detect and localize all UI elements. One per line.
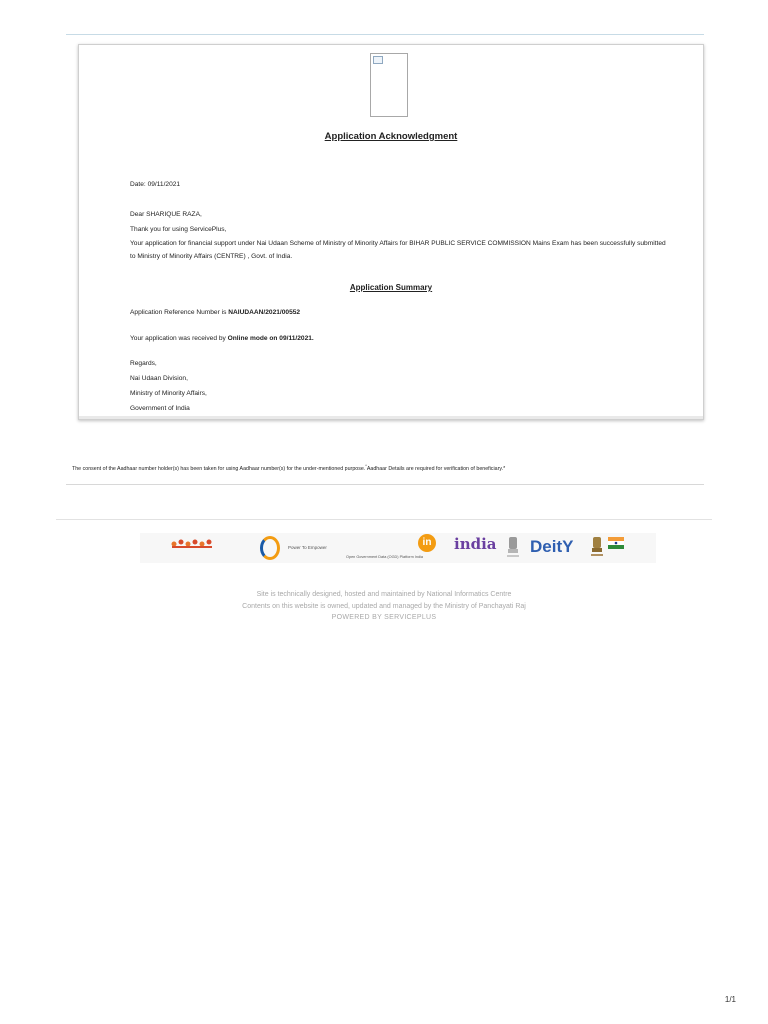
consent-details: Aadhaar Details are required for verification of beneficiary.* [366, 465, 506, 472]
consent-marker: * [365, 463, 367, 468]
nic-dots-logo[interactable] [170, 537, 214, 549]
received-prefix: Your application was received by [130, 335, 228, 342]
page-number: 1/1 [724, 995, 736, 1004]
page-title: Application Acknowledgment [324, 131, 458, 142]
footer-divider [56, 519, 712, 520]
partner-logos [140, 533, 656, 563]
reference-number: NAIUDAAN/2021/00552 [228, 309, 301, 316]
india-gov-logo[interactable]: india [454, 535, 497, 553]
india-flag-icon [608, 537, 624, 549]
date-line: Date: 09/11/2021 [130, 181, 181, 188]
consent-divider [66, 484, 704, 485]
reference-prefix: Application Reference Number is [130, 309, 229, 316]
consent-text: The consent of the Aadhaar number holder(s) has been taken for using Aadhaar number(s) for the under-mentioned purpose. [72, 465, 366, 472]
top-divider [66, 34, 704, 35]
acknowledgment-card [78, 44, 704, 420]
received-mode: Online mode on 09/11/2021. [227, 335, 314, 342]
digital-india-logo[interactable] [258, 533, 338, 563]
thanks-line: Thank you for using ServicePlus, [130, 226, 227, 233]
application-body: Your application for financial support under Nai Udaan Scheme of Ministry of Minority Affairs for BIHAR PUBLIC SERVICE COMMISSION Mains Exam has been successfully submitted to Ministry of Minority Affairs (CENTRE) , Govt. of India. [130, 240, 666, 260]
broken-image-icon [370, 53, 408, 117]
card-bottom-strip [79, 416, 703, 419]
footer-powered-by[interactable]: POWERED BY SERVICEPLUS [331, 614, 437, 621]
regards: Regards, [130, 360, 157, 367]
summary-title: Application Summary [349, 283, 433, 292]
government-name: Government of India [130, 405, 190, 412]
footer-content-credit: Contents on this website is owned, updated and managed by the Ministry of Panchayati Raj [242, 603, 526, 610]
digital-india-tagline: Power To Empower [288, 545, 327, 550]
deity-logo[interactable]: DeitY [530, 537, 574, 556]
reference-line [130, 309, 300, 316]
ogd-platform-logo[interactable] [346, 533, 436, 563]
ogd-caption: Open Government Data (OGD) Platform India [346, 555, 424, 559]
digital-india-icon [260, 536, 280, 560]
salutation: Dear SHARIQUE RAZA, [130, 211, 202, 218]
national-emblem-icon [506, 535, 520, 561]
received-line [130, 335, 314, 342]
emblem-icon [590, 535, 604, 559]
footer-nic-credit: Site is technically designed, hosted and maintained by National Informatics Centre [256, 591, 512, 598]
aadhaar-consent-note [72, 463, 505, 472]
ogd-icon: in [418, 534, 436, 552]
division-name: Nai Udaan Division, [130, 375, 188, 382]
ministry-name: Ministry of Minority Affairs, [130, 390, 207, 397]
